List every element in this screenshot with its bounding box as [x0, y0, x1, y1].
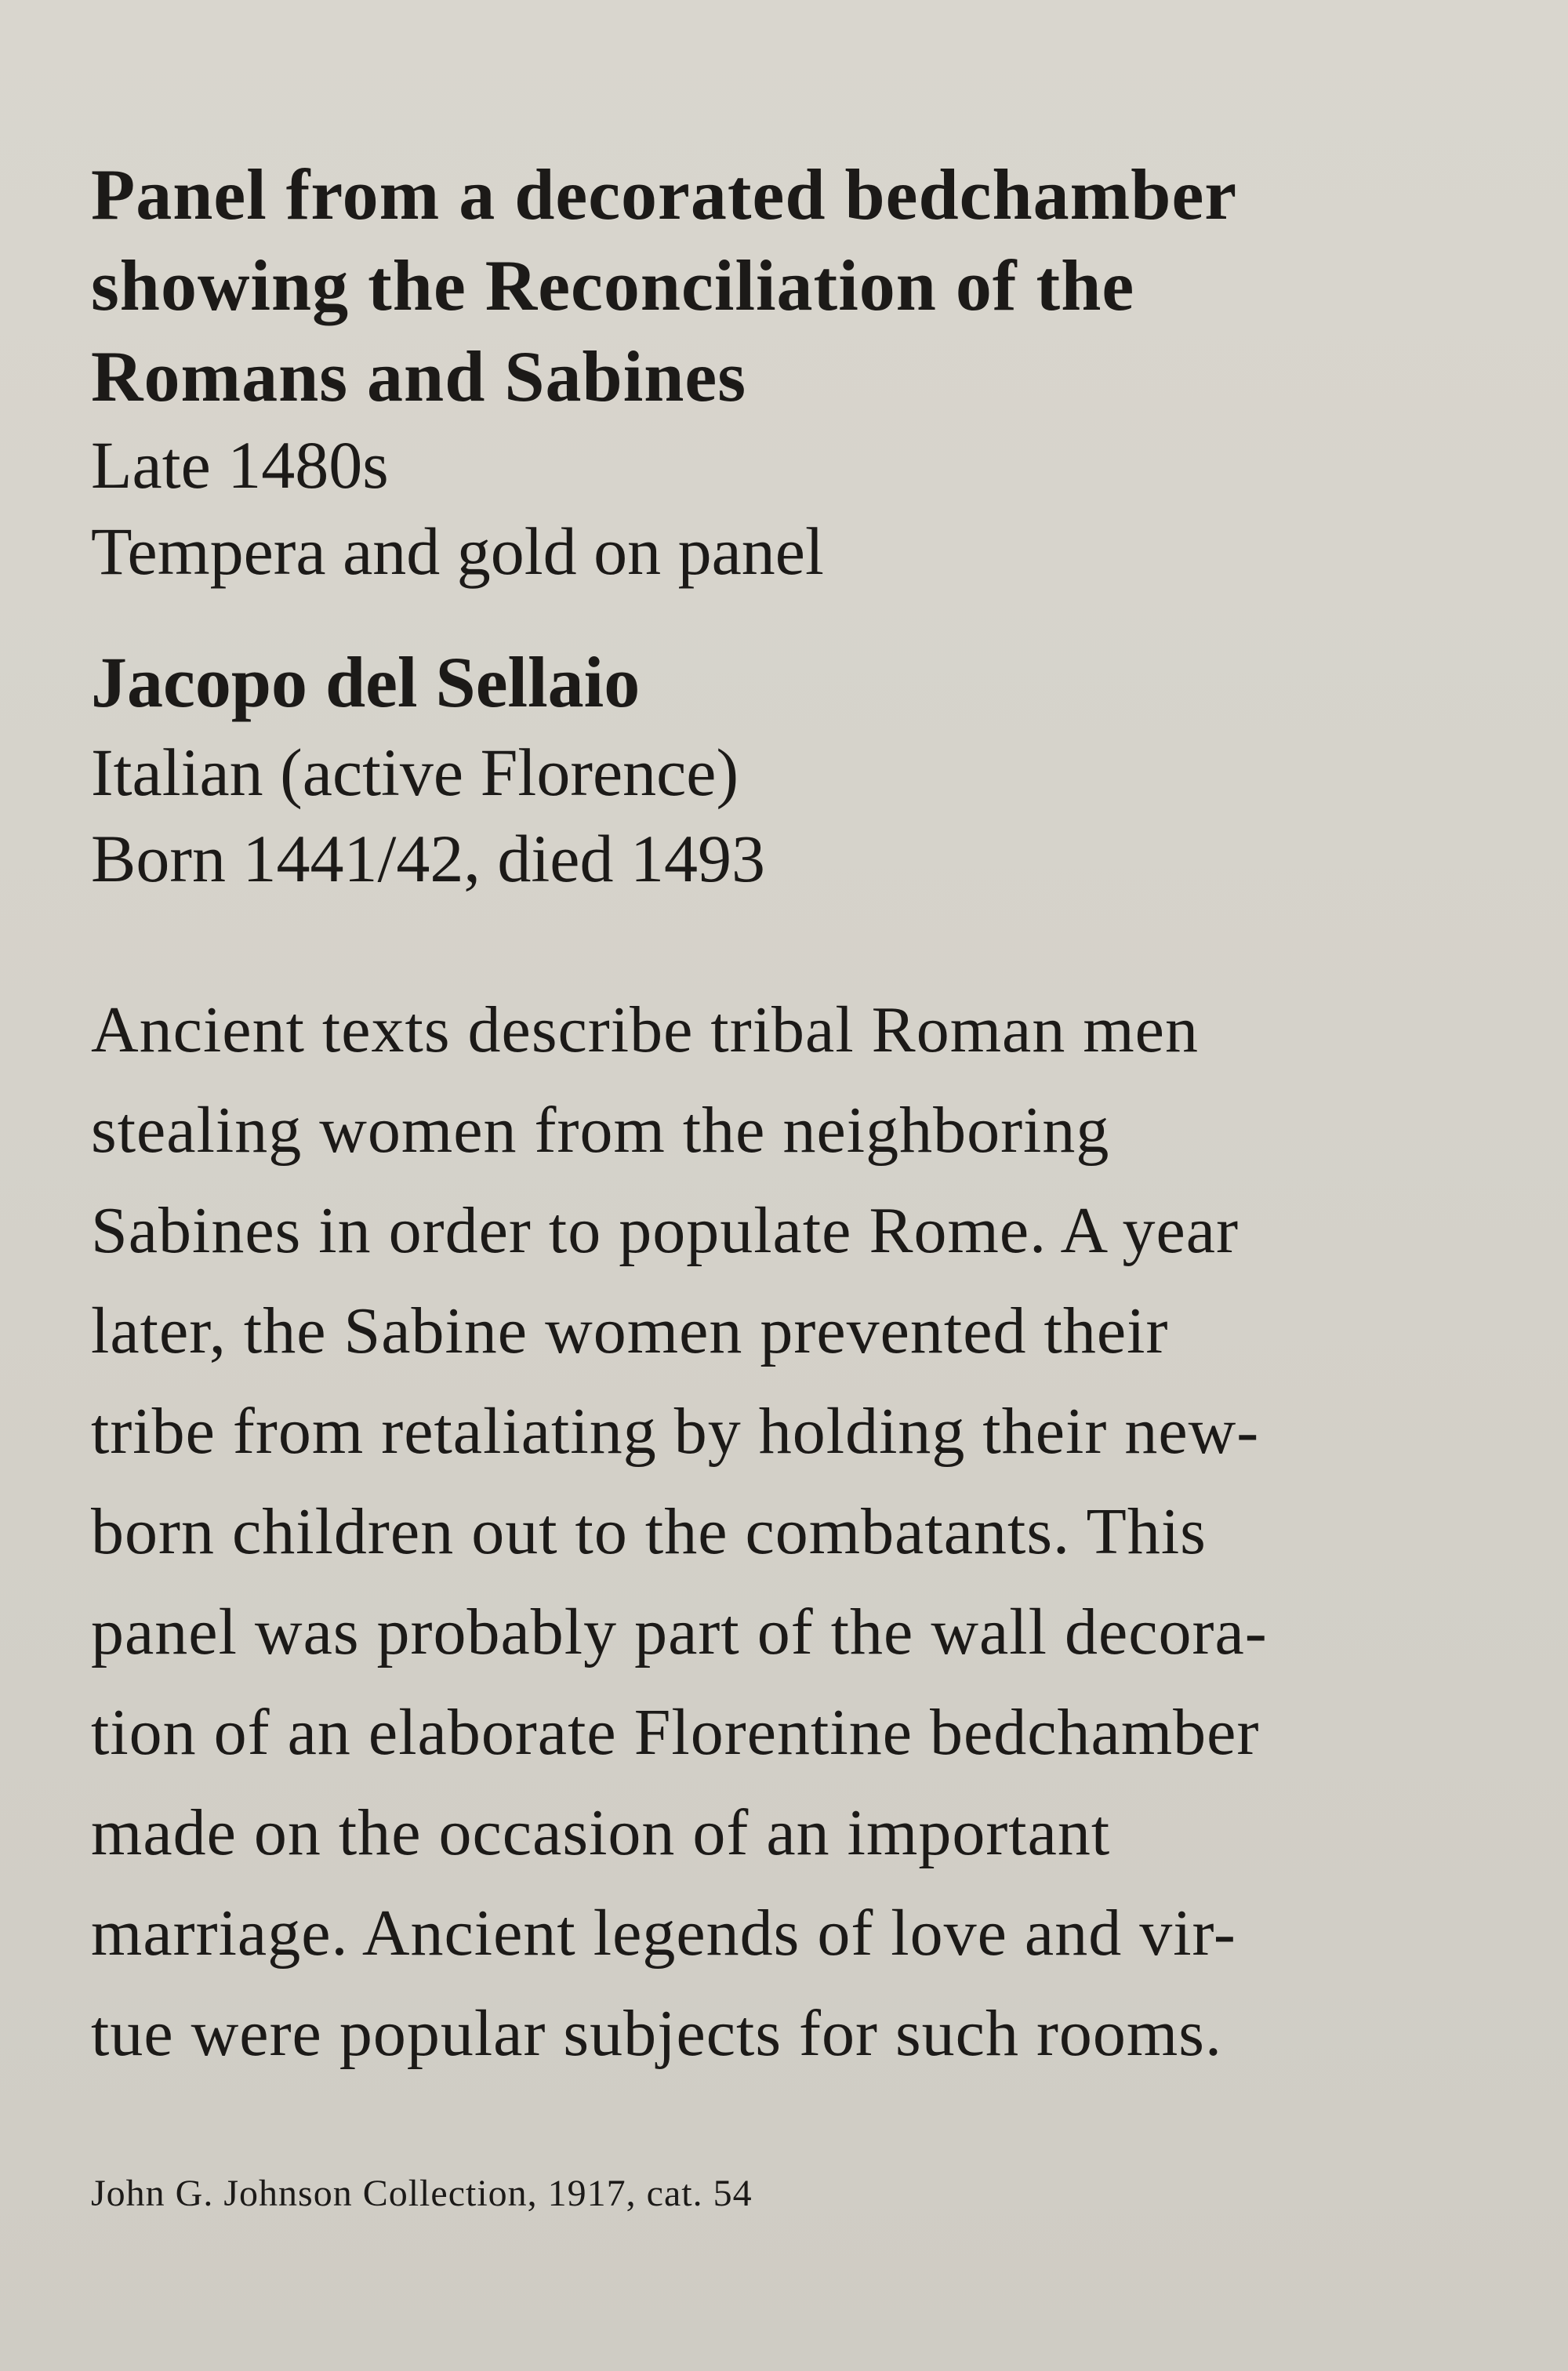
artist-info	[91, 635, 1471, 902]
description	[91, 980, 1471, 2084]
artwork-medium: Tempera and gold on panel	[91, 514, 824, 589]
description-line: tion of an elaborate Florentine bedchamber	[91, 1696, 1260, 1769]
title-line: Romans and Sabines	[91, 336, 747, 416]
title-line: Panel from a decorated bedchamber	[91, 154, 1238, 234]
artwork-details	[91, 422, 1471, 594]
museum-label	[91, 149, 1471, 2217]
description-line: panel was probably part of the wall decora-	[91, 1596, 1268, 1668]
artwork-date: Late 1480s	[91, 427, 389, 503]
title-line: showing the Reconciliation of the	[91, 245, 1135, 325]
description-line: stealing women from the neighboring	[91, 1094, 1110, 1167]
description-line: Sabines in order to populate Rome. A year	[91, 1194, 1240, 1267]
description-line: made on the occasion of an important	[91, 1796, 1111, 1869]
artist-details	[91, 729, 1471, 902]
artwork-title	[91, 149, 1471, 422]
description-line: marriage. Ancient legends of love and vir-	[91, 1897, 1236, 1970]
description-line: tue were popular subjects for such rooms.	[91, 1997, 1222, 2070]
description-line: tribe from retaliating by holding their new-	[91, 1395, 1260, 1468]
description-line: born children out to the combatants. This	[91, 1495, 1207, 1568]
credit-line: John G. Johnson Collection, 1917, cat. 54	[91, 2173, 753, 2214]
artist-lifespan: Born 1441/42, died 1493	[91, 821, 765, 896]
description-line: later, the Sabine women prevented their	[91, 1294, 1169, 1367]
description-line: Ancient texts describe tribal Roman men	[91, 993, 1199, 1066]
artist-name: Jacopo del Sellaio	[91, 642, 641, 722]
artist-nationality: Italian (active Florence)	[91, 735, 739, 810]
